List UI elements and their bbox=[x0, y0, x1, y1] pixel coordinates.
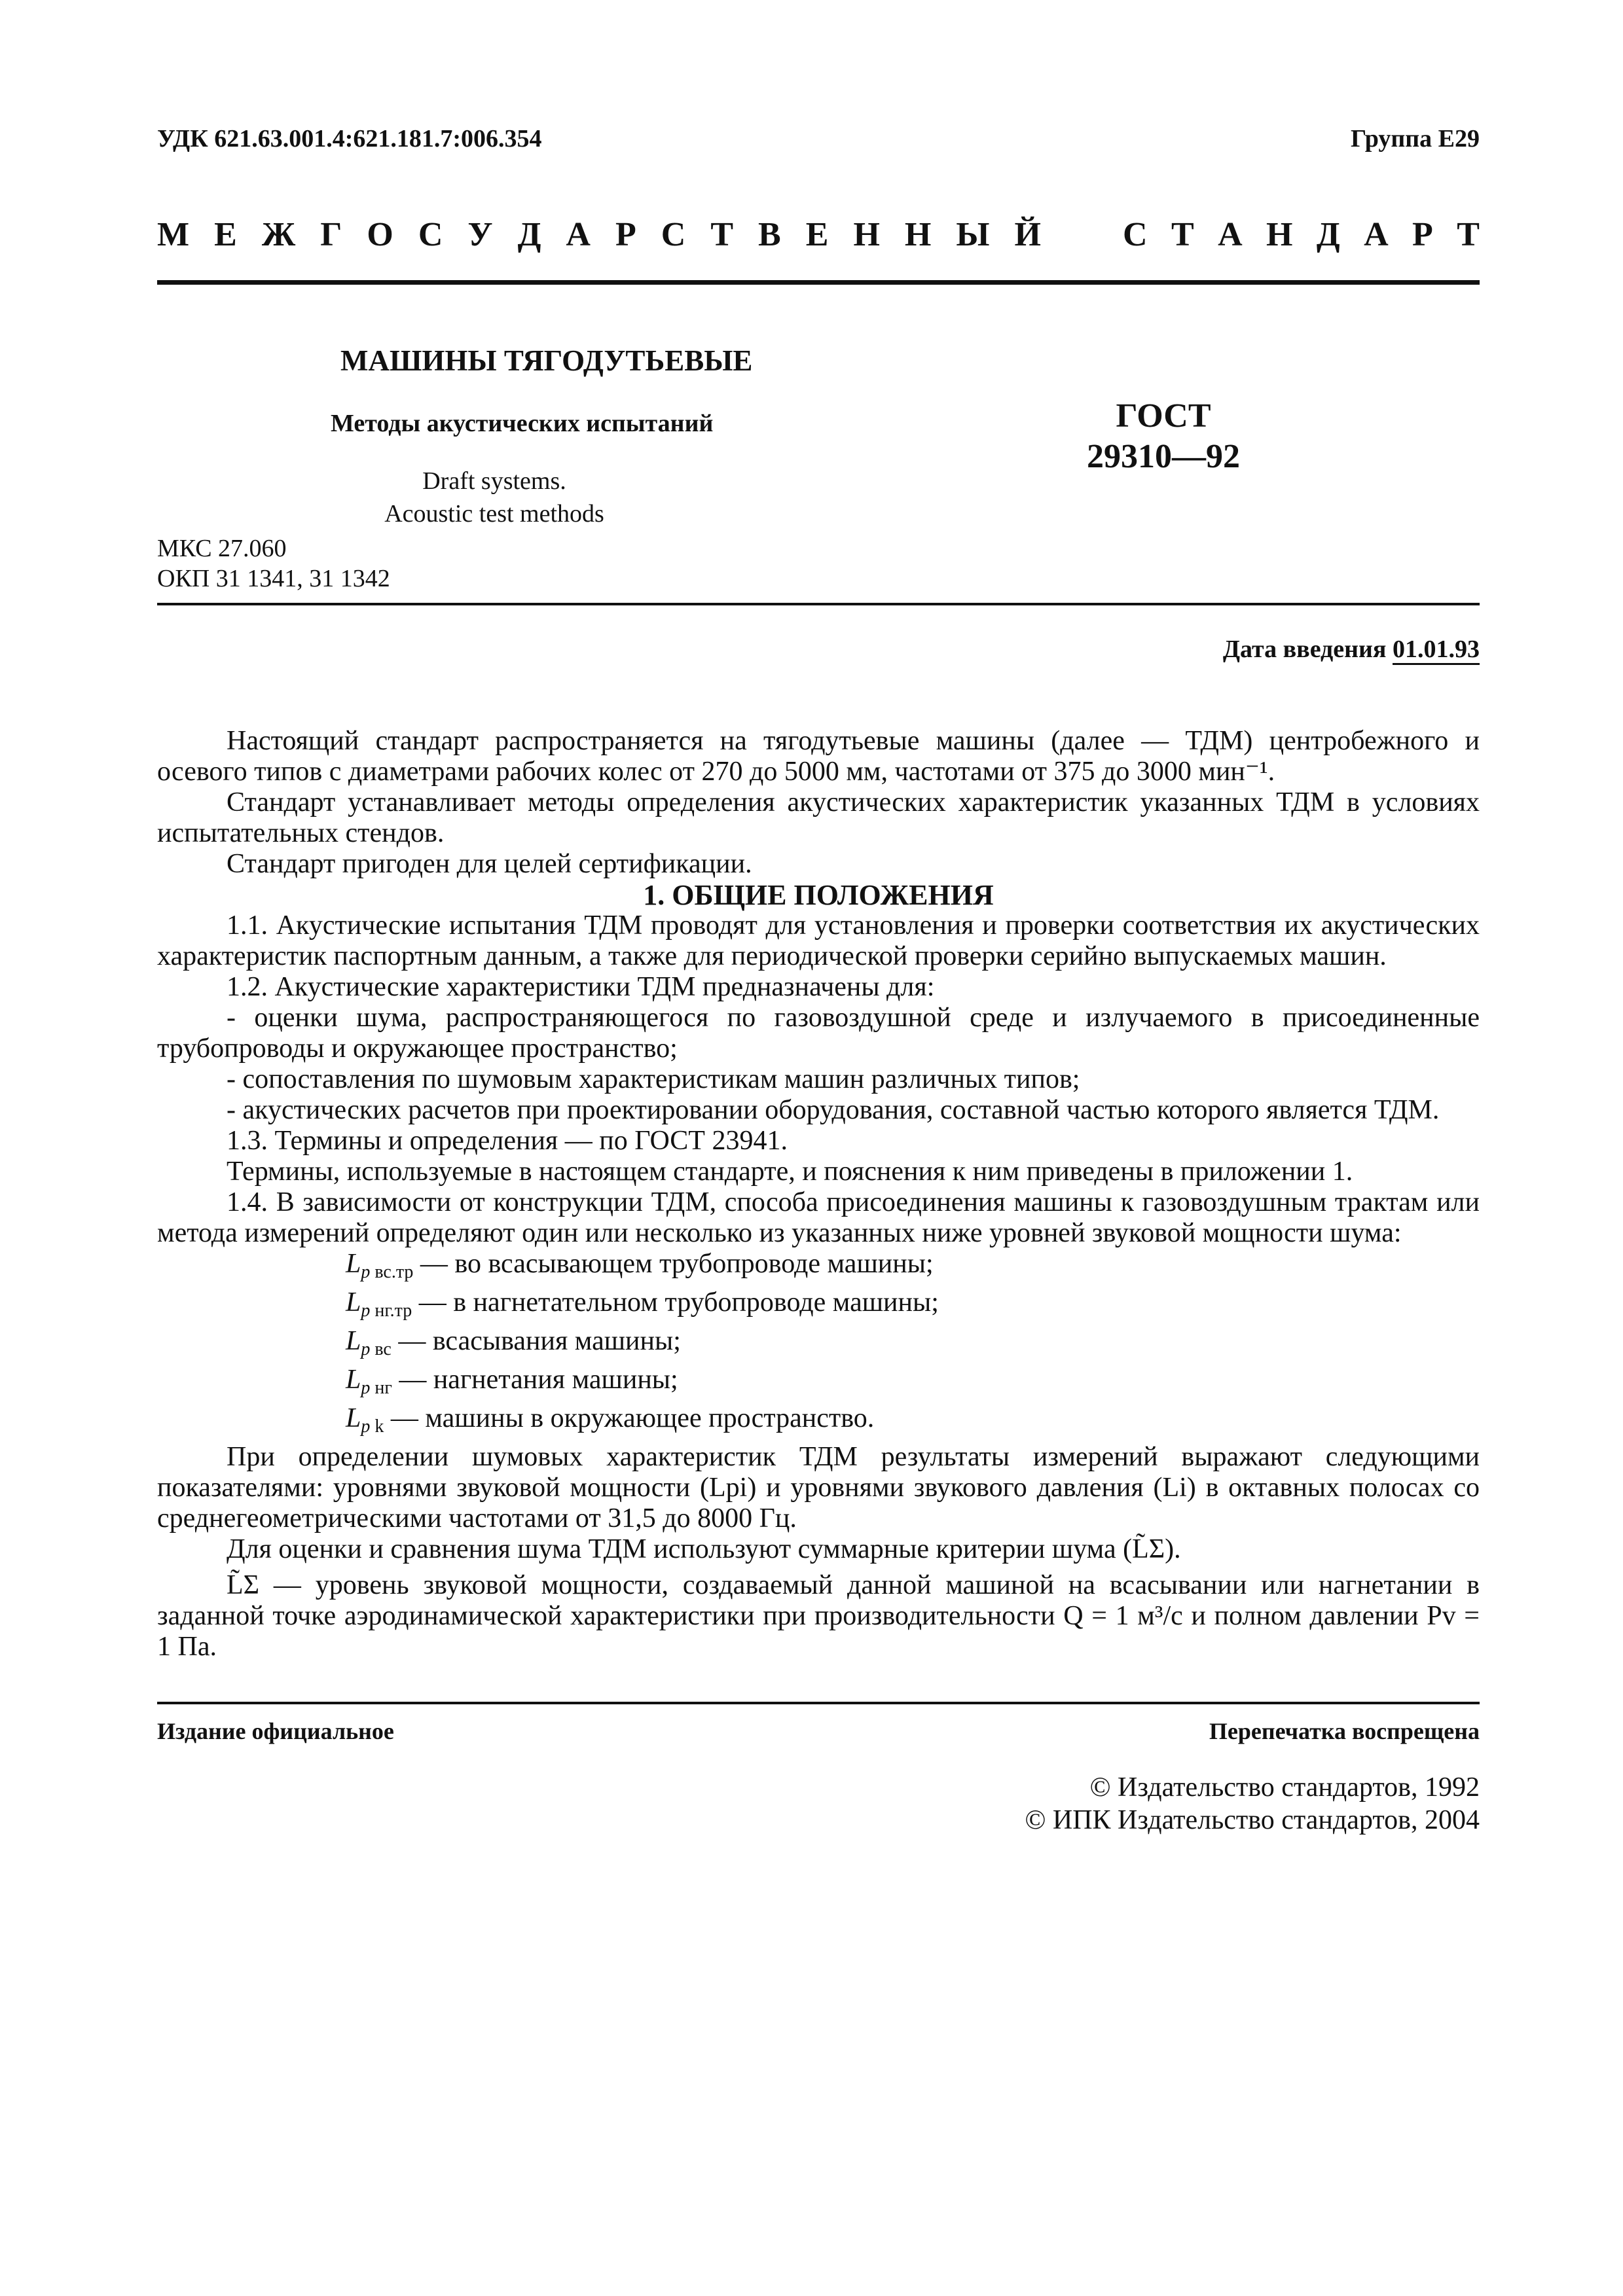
sound-level-item bbox=[157, 1403, 1480, 1442]
section-heading: 1. ОБЩИЕ ПОЛОЖЕНИЯ bbox=[643, 879, 994, 911]
clause-1-2: 1.2. Акустические характеристики ТДМ предназначены для: bbox=[227, 972, 935, 1002]
bullet-item: - оценки шума, распространяющегося по газовоздушной среде и излучаемого в присоединенные трубопроводы и окружающее пространство; bbox=[157, 1003, 1480, 1064]
banner-letter: У bbox=[467, 216, 493, 253]
criteria-paragraph: Для оценки и сравнения шума ТДМ используют суммарные критерии шума (L̃Σ). bbox=[227, 1534, 1181, 1564]
banner-letter: Е bbox=[214, 216, 237, 253]
bullet-item: - акустических расчетов при проектировании оборудования, составной частью которого является ТДМ. bbox=[227, 1095, 1440, 1125]
banner-letter: С bbox=[1123, 216, 1148, 253]
banner-letter: С bbox=[418, 216, 443, 253]
level-subscript: p нг bbox=[361, 1378, 392, 1398]
banner-letter: А bbox=[1364, 216, 1389, 253]
document-subtitle: Методы акустических испытаний bbox=[331, 410, 714, 437]
level-symbol: L bbox=[346, 1249, 361, 1279]
sound-level-item bbox=[157, 1326, 1480, 1365]
banner-letter: С bbox=[661, 216, 686, 253]
gost-label: ГОСТ bbox=[1116, 397, 1211, 435]
banner-letter: Н bbox=[904, 216, 932, 253]
level-description: — машины в окружающее пространство. bbox=[384, 1403, 875, 1433]
level-description: — в нагнетательном трубопроводе машины; bbox=[412, 1287, 939, 1318]
banner-letter: Р bbox=[1412, 216, 1433, 253]
banner-letter: Г bbox=[320, 216, 342, 253]
clause-1-1: 1.1. Акустические испытания ТДМ проводят для установления и проверки соответствия их акустических характеристик паспортным данным, а также для периодической проверки серийно выпускаемых машин. bbox=[157, 910, 1480, 971]
date-label: Дата введения bbox=[1222, 636, 1387, 663]
mks-code: МКС 27.060 bbox=[157, 535, 287, 562]
title-block bbox=[157, 285, 1480, 533]
banner-letter: Е bbox=[805, 216, 829, 253]
banner-letter: Н bbox=[853, 216, 880, 253]
intro-paragraph: Настоящий стандарт распространяется на тягодутьевые машины (далее — ТДМ) центробежного и осевого типов с диаметрами рабочих колес от 270 до 5000 мм, частотами от 375 до 3000 мин⁻¹. bbox=[157, 726, 1480, 787]
banner-letter: О bbox=[367, 216, 393, 253]
footer-line bbox=[157, 1717, 1480, 1745]
banner-letter: А bbox=[566, 216, 591, 253]
level-description: — во всасывающем трубопроводе машины; bbox=[413, 1249, 934, 1279]
header-line bbox=[157, 124, 1480, 153]
english-title-line1: Draft systems. bbox=[422, 467, 566, 495]
sound-level-item bbox=[157, 1249, 1480, 1287]
banner-letter: Ы bbox=[956, 216, 990, 253]
definition-paragraph: L̃Σ — уровень звуковой мощности, создаваемый данной машиной на всасывании или нагнетании в заданной точке аэродинамической характеристики при производительности Q = 1 м³/с и полном давлении Pv = 1 Па. bbox=[157, 1570, 1480, 1662]
okp-code: ОКП 31 1341, 31 1342 bbox=[157, 565, 390, 592]
banner-letter: Т bbox=[1171, 216, 1194, 253]
sound-level-list bbox=[157, 1249, 1480, 1442]
banner-letter: Н bbox=[1266, 216, 1293, 253]
gost-number bbox=[1087, 396, 1240, 477]
standard-banner bbox=[157, 215, 1480, 254]
bullet-item: - сопоставления по шумовым характеристикам машин различных типов; bbox=[227, 1064, 1080, 1094]
level-symbol: L bbox=[346, 1326, 361, 1356]
banner-letter: Ж bbox=[261, 216, 296, 253]
intro-paragraph: Стандарт пригоден для целей сертификации. bbox=[227, 849, 752, 879]
codes-rule bbox=[157, 603, 1480, 605]
banner-letter: Й bbox=[1014, 216, 1041, 253]
copyright-block bbox=[157, 1771, 1480, 1837]
sound-level-item bbox=[157, 1287, 1480, 1326]
banner-letter: Д bbox=[1316, 216, 1340, 253]
level-symbol: L bbox=[346, 1403, 361, 1433]
banner-word-interstate bbox=[157, 215, 1041, 254]
clause-1-3-terms: Термины, используемые в настоящем стандарте, и пояснения к ним приведены в приложении 1. bbox=[227, 1157, 1353, 1187]
level-subscript: p вс.тр bbox=[361, 1262, 414, 1282]
udk-code: УДК 621.63.001.4:621.181.7:006.354 bbox=[157, 125, 542, 152]
document-page bbox=[157, 124, 1480, 1837]
introduction-date bbox=[157, 635, 1480, 664]
intro-paragraph: Стандарт устанавливает методы определения акустических характеристик указанных ТДМ в условиях испытательных стендов. bbox=[157, 787, 1480, 848]
gost-code: 29310—92 bbox=[1087, 438, 1240, 475]
level-description: — нагнетания машины; bbox=[392, 1365, 678, 1395]
level-description: — всасывания машины; bbox=[391, 1326, 681, 1356]
level-subscript: p нг.тр bbox=[361, 1300, 412, 1321]
banner-letter: М bbox=[157, 216, 190, 253]
classification-codes bbox=[157, 533, 1480, 594]
banner-word-standard bbox=[1123, 215, 1480, 254]
banner-letter: Т bbox=[1457, 216, 1480, 253]
document-title: МАШИНЫ ТЯГОДУТЬЕВЫЕ bbox=[340, 344, 753, 377]
english-title bbox=[357, 465, 632, 530]
clause-1-4: 1.4. В зависимости от конструкции ТДМ, способа присоединения машины к газовоздушным трактам или метода измерений определяют один или несколько из указанных ниже уровней звуковой мощности шума: bbox=[157, 1187, 1480, 1248]
banner-letter: Р bbox=[615, 216, 636, 253]
official-edition: Издание официальное bbox=[157, 1718, 394, 1744]
footer-rule bbox=[157, 1702, 1480, 1704]
level-symbol: L bbox=[346, 1287, 361, 1318]
banner-letter: В bbox=[758, 216, 781, 253]
reprint-notice: Перепечатка воспрещена bbox=[1209, 1718, 1480, 1744]
english-title-line2: Acoustic test methods bbox=[384, 500, 604, 528]
banner-letter: А bbox=[1218, 216, 1243, 253]
level-subscript: p k bbox=[361, 1416, 384, 1437]
clause-1-3: 1.3. Термины и определения — по ГОСТ 23941. bbox=[227, 1126, 788, 1156]
document-body bbox=[157, 726, 1480, 1662]
measurement-paragraph: При определении шумовых характеристик ТДМ результаты измерений выражают следующими показателями: уровнями звуковой мощности (Lpi) и уровнями звукового давления (Li) в октавных полосах со среднегеометрическими частотами от 31,5 до 8000 Гц. bbox=[157, 1442, 1480, 1534]
group-code: Группа Е29 bbox=[1350, 125, 1480, 152]
top-rule bbox=[157, 280, 1480, 285]
sound-level-item bbox=[157, 1365, 1480, 1403]
date-value: 01.01.93 bbox=[1393, 636, 1480, 665]
level-subscript: p вс bbox=[361, 1339, 392, 1359]
copyright-line: © Издательство стандартов, 1992 bbox=[1089, 1772, 1480, 1803]
copyright-line: © ИПК Издательство стандартов, 2004 bbox=[1025, 1805, 1480, 1835]
level-symbol: L bbox=[346, 1365, 361, 1395]
banner-letter: Т bbox=[710, 216, 734, 253]
banner-letter: Д bbox=[517, 216, 541, 253]
